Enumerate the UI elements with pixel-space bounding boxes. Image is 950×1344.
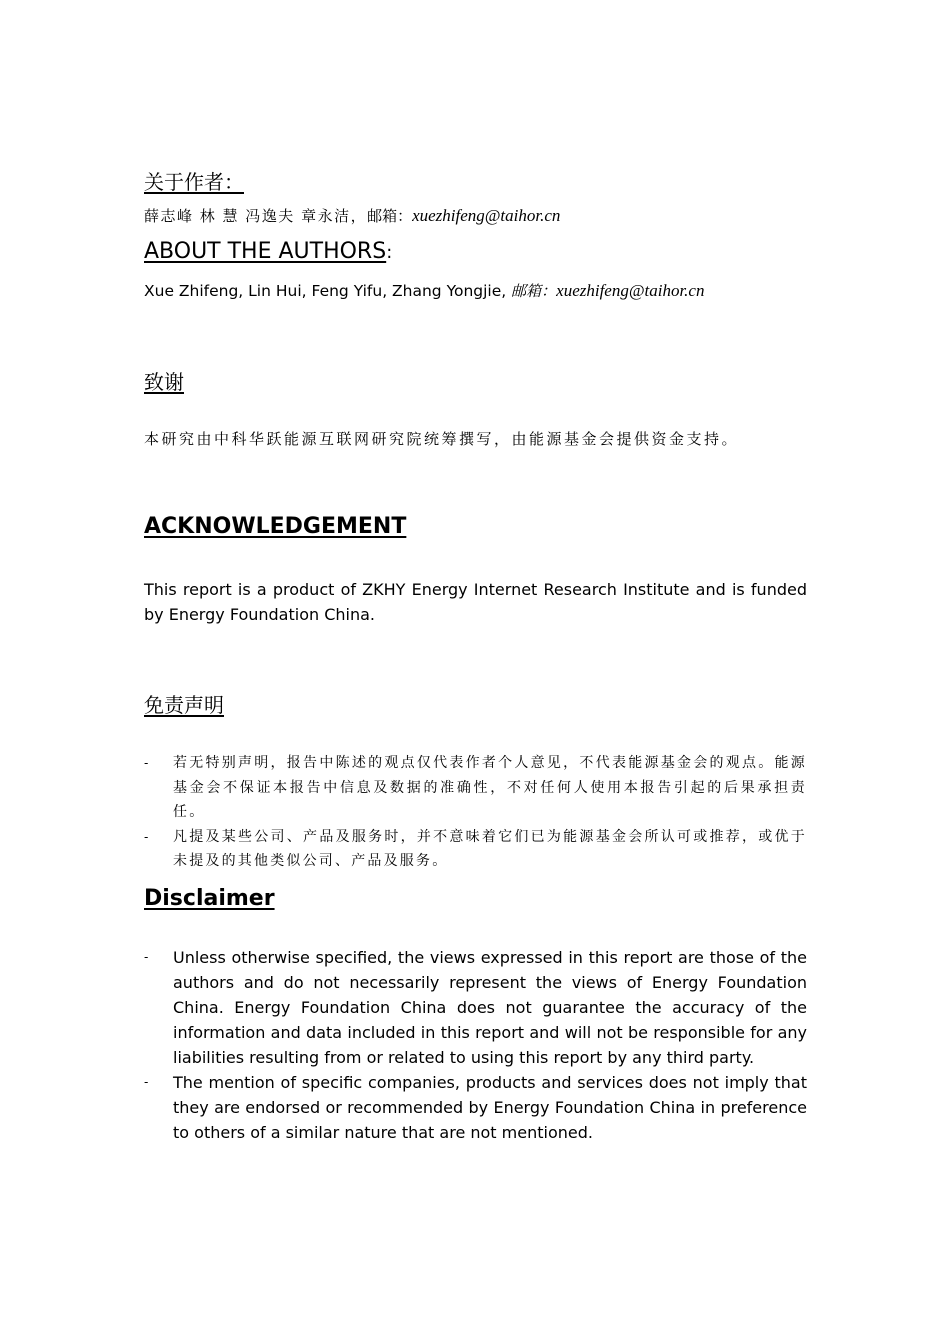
list-item (144, 1070, 807, 1145)
list-item (144, 825, 807, 874)
disclaimer-heading-cn: 免责声明 (144, 693, 224, 717)
disclaimer-list-cn (144, 751, 807, 874)
authors-names-en: Xue Zhifeng, Lin Hui, Feng Yifu, Zhang Yongjie, (144, 282, 512, 300)
disclaimer-heading-en: Disclaimer (144, 886, 275, 911)
acknowledgement-heading-cn: 致谢 (144, 370, 184, 394)
list-bullet: - (144, 1075, 149, 1089)
about-authors-heading-en (144, 239, 807, 264)
disclaimer-item-en-2: The mention of specific companies, products and services does not imply that they are endorsed or recommended by Energy Foundation China in preference to others of a similar nature that are not mentioned. (173, 1073, 807, 1142)
list-item (144, 751, 807, 825)
acknowledgement-body-cn: 本研究由中科华跃能源互联网研究院统筹撰写，由能源基金会提供资金支持。 (144, 430, 740, 448)
disclaimer-list-en (144, 945, 807, 1145)
list-item (144, 945, 807, 1070)
list-bullet: - (144, 756, 151, 770)
email-label-cn: 邮箱： (367, 207, 413, 225)
authors-line-cn (144, 205, 807, 226)
about-authors-title: ABOUT THE AUTHORS (144, 239, 387, 264)
author-email-cn[interactable]: xuezhifeng@taihor.cn (412, 206, 561, 225)
list-bullet: - (144, 950, 149, 964)
disclaimer-item-cn-2: 凡提及某些公司、产品及服务时，并不意味着它们已为能源基金会所认可或推荐，或优于未提及的其他类似公司、产品及服务。 (173, 828, 807, 869)
about-authors-heading-cn: 关于作者： (144, 170, 244, 194)
email-label-en: 邮箱： (511, 282, 557, 300)
author-email-en[interactable]: xuezhifeng@taihor.cn (556, 281, 705, 300)
authors-names-cn: 薛志峰 林 慧 冯逸夫 章永洁， (144, 207, 368, 225)
disclaimer-item-cn-1: 若无特别声明，报告中陈述的观点仅代表作者个人意见，不代表能源基金会的观点。能源基金会不保证本报告中信息及数据的准确性，不对任何人使用本报告引起的后果承担责任。 (173, 755, 807, 820)
acknowledgement-heading-en: ACKNOWLEDGEMENT (144, 514, 407, 539)
authors-line-en (144, 280, 807, 301)
disclaimer-item-en-1: Unless otherwise specified, the views expressed in this report are those of the authors and do not necessarily represent the views of Energy Foundation China. Energy Foundation China does not guarantee the accuracy of the information and data included in this report and will not be responsible for any liabilities resulting from or related to using this report by any third party. (173, 948, 807, 1067)
list-bullet: - (144, 829, 151, 844)
about-authors-colon: : (386, 242, 393, 263)
acknowledgement-body-en: This report is a product of ZKHY Energy Internet Research Institute and is funded by Energy Foundation China. (144, 580, 807, 624)
